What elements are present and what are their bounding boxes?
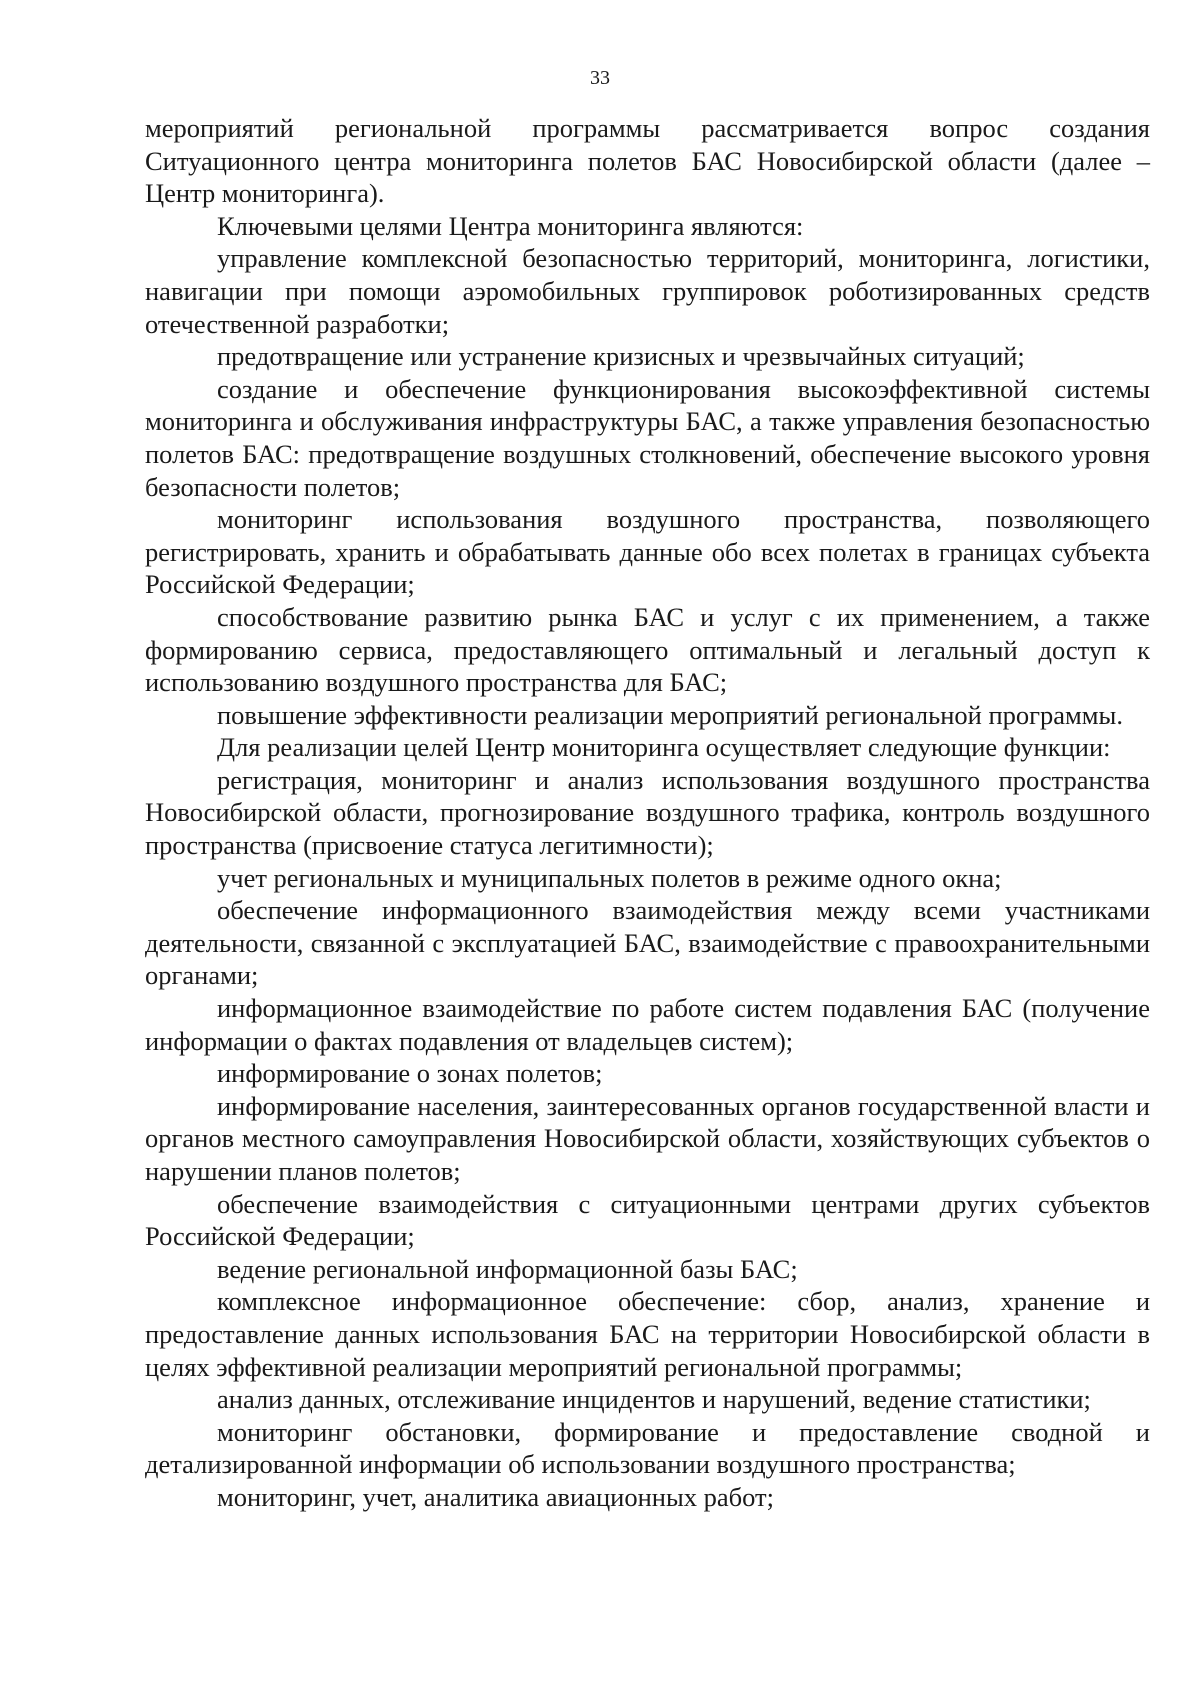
paragraph: обеспечение информационного взаимодействия между всеми участниками деятельности, связанной с эксплуатацией БАС, взаимодействие с правоохранительными органами; [145,895,1150,991]
paragraph: анализ данных, отслеживание инцидентов и нарушений, ведение статистики; [217,1384,1091,1415]
document-body [145,112,1150,1514]
paragraph: предотвращение или устранение кризисных и чрезвычайных ситуаций; [217,341,1025,372]
paragraph: создание и обеспечение функционирования высокоэффективной системы мониторинга и обслуживания инфраструктуры БАС, а также управления безопасностью полетов БАС: предотвращение воздушных столкновений, обеспечение высокого уровня безопасности полетов; [145,373,1150,502]
paragraph: учет региональных и муниципальных полетов в режиме одного окна; [217,862,1002,893]
paragraph: управление комплексной безопасностью территорий, мониторинга, логистики, навигации при помощи аэромобильных группировок роботизированных средств отечественной разработки; [145,243,1150,339]
paragraph: ведение региональной информационной базы БАС; [217,1253,798,1284]
paragraph: способствование развитию рынка БАС и услуг с их применением, а также формированию сервиса, предоставляющего оптимальный и легальный доступ к использованию воздушного пространства для БАС; [145,601,1150,698]
paragraph: мониторинг обстановки, формирование и предоставление сводной и детализированной информации об использовании воздушного пространства; [145,1416,1150,1480]
paragraph: повышение эффективности реализации мероприятий региональной программы. [217,699,1123,730]
paragraph: информирование о зонах полетов; [217,1058,603,1089]
paragraph: обеспечение взаимодействия с ситуационными центрами других субъектов Российской Федерации; [145,1188,1150,1252]
page-number: 33 [590,67,610,89]
paragraph: информирование населения, заинтересованных органов государственной власти и органов местного самоуправления Новосибирской области, хозяйствующих субъектов о нарушении планов полетов; [145,1090,1150,1186]
paragraph: мероприятий региональной программы рассматривается вопрос создания Ситуационного центра мониторинга полетов БАС Новосибирской области (далее – Центр мониторинга). [145,113,1150,209]
paragraph: Ключевыми целями Центра мониторинга являются: [217,210,804,241]
paragraph: информационное взаимодействие по работе систем подавления БАС (получение информации о фактах подавления от владельцев систем); [145,993,1150,1056]
paragraph: регистрация, мониторинг и анализ использования воздушного пространства Новосибирской области, прогнозирование воздушного трафика, контроль воздушного пространства (присвоение статуса легитимности); [145,764,1150,861]
paragraph: мониторинг использования воздушного пространства, позволяющего регистрировать, хранить и обрабатывать данные обо всех полетах в границах субъекта Российской Федерации; [145,504,1150,600]
paragraph: мониторинг, учет, аналитика авиационных работ; [217,1481,774,1512]
paragraph: комплексное информационное обеспечение: сбор, анализ, хранение и предоставление данных использования БАС на территории Новосибирской области в целях эффективной реализации мероприятий региональной программы; [145,1286,1150,1382]
paragraph: Для реализации целей Центр мониторинга осуществляет следующие функции: [217,732,1111,763]
